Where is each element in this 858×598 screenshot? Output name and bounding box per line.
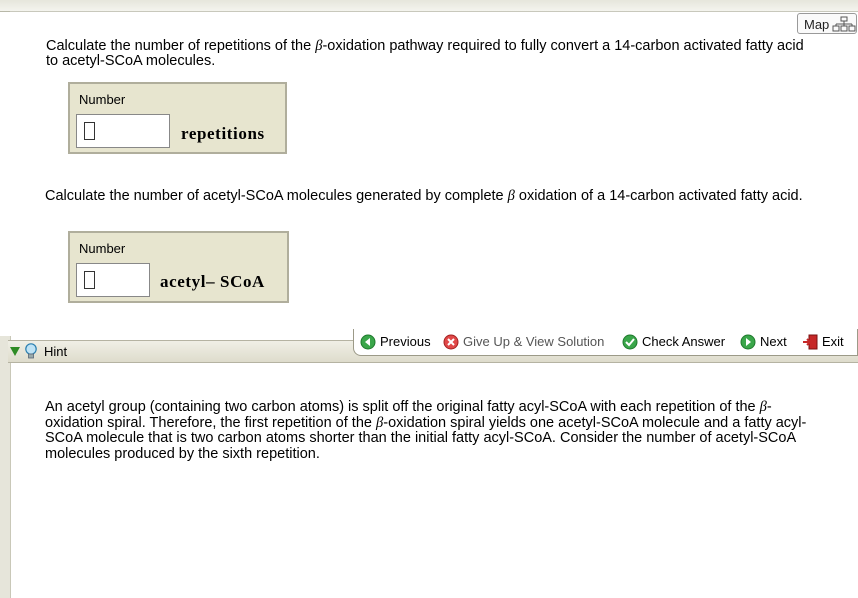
- previous-button[interactable]: Previous: [360, 333, 438, 351]
- check-answer-button[interactable]: Check Answer: [622, 333, 735, 351]
- exit-button[interactable]: Exit: [802, 333, 852, 351]
- lightbulb-icon: [24, 343, 38, 360]
- next-button[interactable]: Next: [740, 333, 794, 351]
- left-gutter: [0, 336, 11, 598]
- give-up-x-icon: [443, 334, 459, 350]
- exit-door-icon: [802, 334, 818, 350]
- acetyl-scoa-input[interactable]: [76, 263, 150, 297]
- hint-text: An acetyl group (containing two carbon atoms) is split off the original fatty acyl-SCoA with each repetition of the β-oxidation spiral. Therefore, the first repetition of the β-oxidation spiral yields one acetyl-SCoA molecule and a fatty acyl-SCoA molecule that is two carbon atoms shorter than the initial fatty acyl-SCoA. Consider the number of acetyl-SCoA molecules produced by the sixth repetition.: [45, 399, 807, 462]
- arrow-right-icon: [740, 334, 756, 350]
- text-cursor: [84, 271, 95, 289]
- repetitions-input[interactable]: [76, 114, 170, 148]
- give-up-button[interactable]: Give Up & View Solution: [443, 333, 613, 351]
- navigation-bar: [353, 329, 858, 356]
- number-label: Number: [79, 92, 126, 107]
- repetitions-unit: repetitions: [181, 124, 265, 143]
- answer-box-repetitions: [68, 82, 287, 154]
- acetyl-scoa-unit: acetyl– SCoA: [160, 272, 265, 291]
- arrow-left-icon: [360, 334, 376, 350]
- question-1-text: Calculate the number of repetitions of the β-oxidation pathway required to fully convert a 14-carbon activated fatty acid to acetyl-SCoA molecules.: [46, 38, 804, 69]
- hint-label: Hint: [44, 344, 68, 359]
- text-cursor: [84, 122, 95, 140]
- number-label: Number: [79, 241, 126, 256]
- expand-triangle-icon: [10, 347, 20, 356]
- sitemap-icon: [832, 16, 856, 32]
- top-divider: [10, 11, 858, 12]
- question-2-text: Calculate the number of acetyl-SCoA molecules generated by complete β oxidation of a 14-carbon activated fatty acid.: [45, 188, 803, 204]
- map-label: Map: [804, 17, 830, 32]
- map-button[interactable]: [797, 13, 857, 34]
- checkmark-icon: [622, 334, 638, 350]
- answer-box-acetyl-scoa: [68, 231, 289, 303]
